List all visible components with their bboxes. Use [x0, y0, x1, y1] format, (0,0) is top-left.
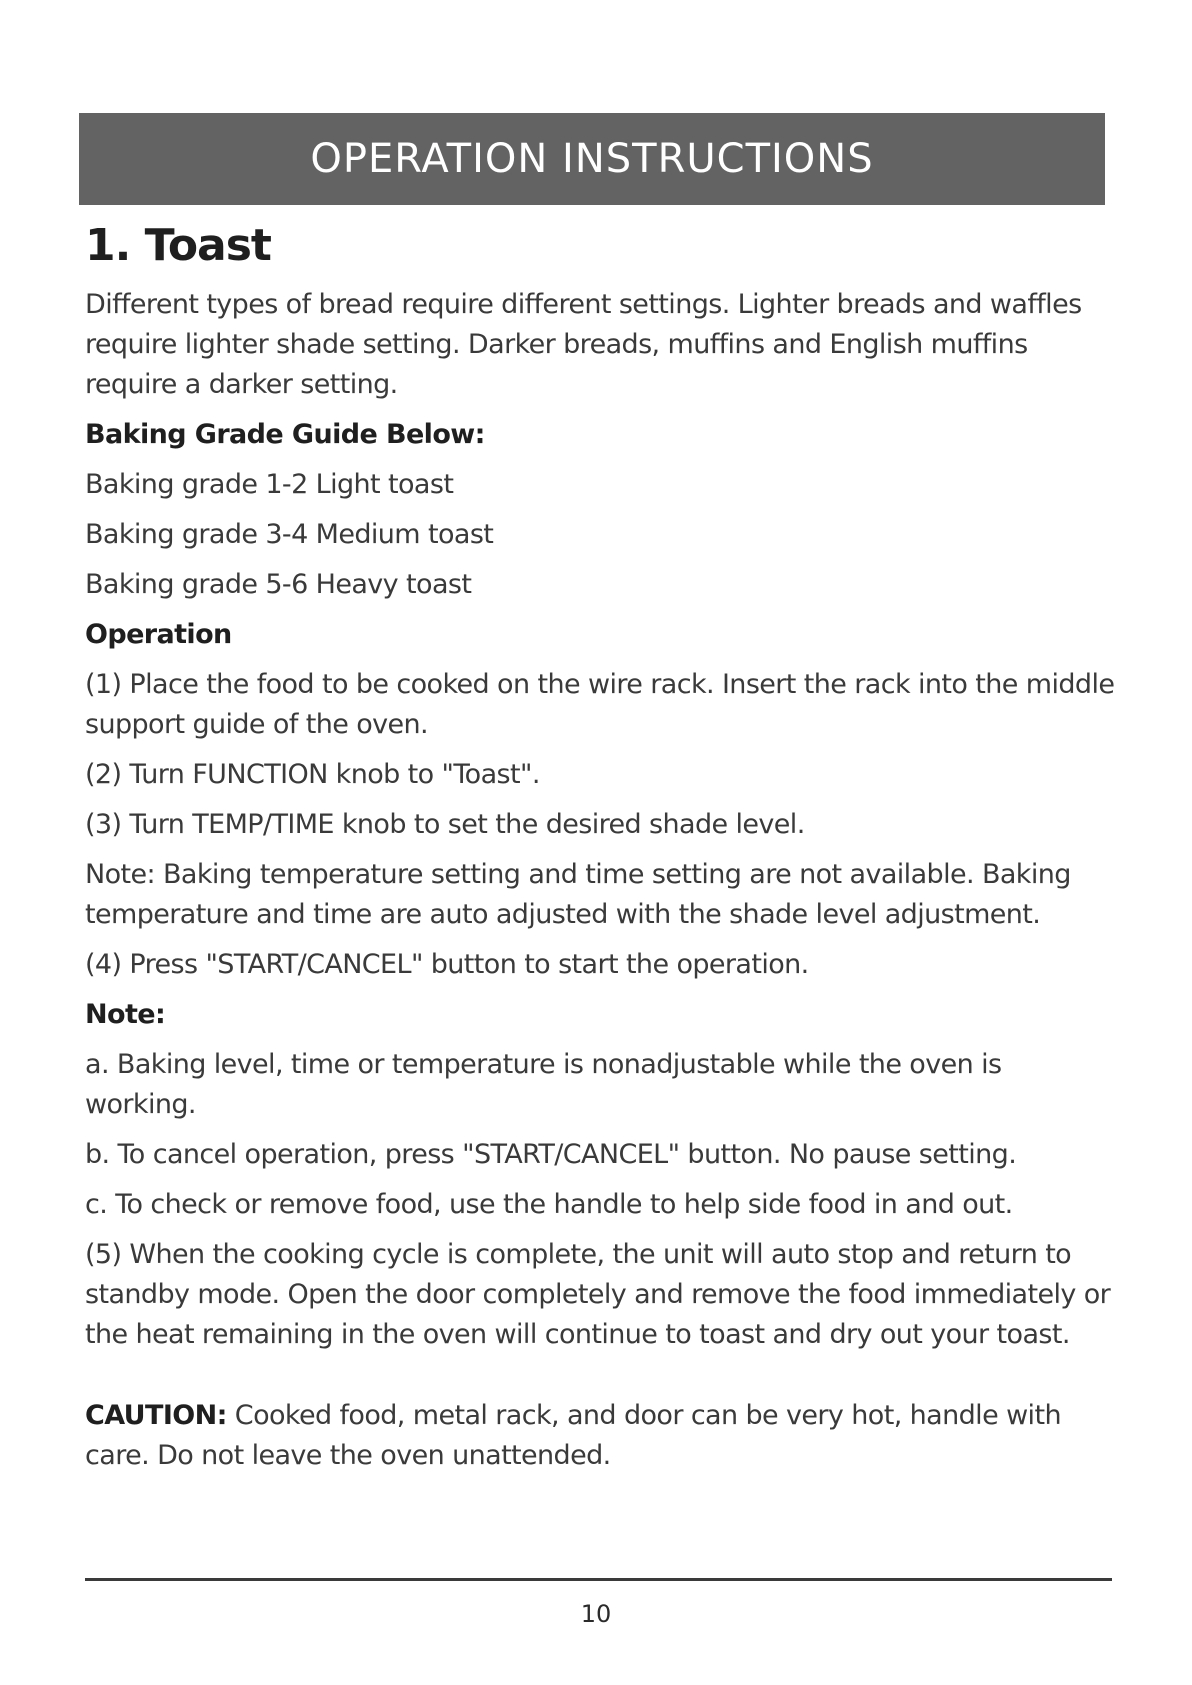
- caution-block: [85, 1396, 1115, 1476]
- caution-label: CAUTION:: [85, 1400, 227, 1431]
- banner-title: OPERATION INSTRUCTIONS: [310, 136, 874, 182]
- caution-text: Cooked food, metal rack, and door can be very hot, handle with care. Do not leave the oven unattended.: [85, 1400, 1061, 1471]
- toast-section: [85, 220, 1115, 1355]
- guide-item-light: Baking grade 1-2 Light toast: [85, 469, 454, 500]
- operation-heading: Operation: [85, 619, 232, 650]
- section-title: 1. Toast: [85, 220, 271, 271]
- step-3: (3) Turn TEMP/TIME knob to set the desired shade level.: [85, 809, 805, 840]
- note-a: a. Baking level, time or temperature is nonadjustable while the oven is working.: [85, 1049, 1002, 1120]
- note-heading: Note:: [85, 999, 166, 1030]
- section-banner: [79, 113, 1105, 205]
- step-4: (4) Press "START/CANCEL" button to start the operation.: [85, 949, 809, 980]
- intro-paragraph: Different types of bread require different settings. Lighter breads and waffles require lighter shade setting. Darker breads, muffins and English muffins require a darker setting.: [85, 289, 1082, 400]
- caution-paragraph: [85, 1396, 1115, 1476]
- step-5: (5) When the cooking cycle is complete, the unit will auto stop and return to standby mode. Open the door completely and remove the food immediately or the heat remaining in the oven will continue to toast and dry out your toast.: [85, 1239, 1111, 1350]
- guide-heading: Baking Grade Guide Below:: [85, 419, 485, 450]
- note-c: c. To check or remove food, use the handle to help side food in and out.: [85, 1189, 1013, 1220]
- guide-item-heavy: Baking grade 5-6 Heavy toast: [85, 569, 472, 600]
- step-3-note: Note: Baking temperature setting and time setting are not available. Baking temperature and time are auto adjusted with the shade level adjustment.: [85, 859, 1071, 930]
- guide-item-medium: Baking grade 3-4 Medium toast: [85, 519, 494, 550]
- footer-divider: [85, 1578, 1112, 1581]
- step-1: (1) Place the food to be cooked on the wire rack. Insert the rack into the middle support guide of the oven.: [85, 669, 1115, 740]
- note-b: b. To cancel operation, press "START/CANCEL" button. No pause setting.: [85, 1139, 1017, 1170]
- step-2: (2) Turn FUNCTION knob to "Toast".: [85, 759, 540, 790]
- page-number: 10: [580, 1600, 612, 1628]
